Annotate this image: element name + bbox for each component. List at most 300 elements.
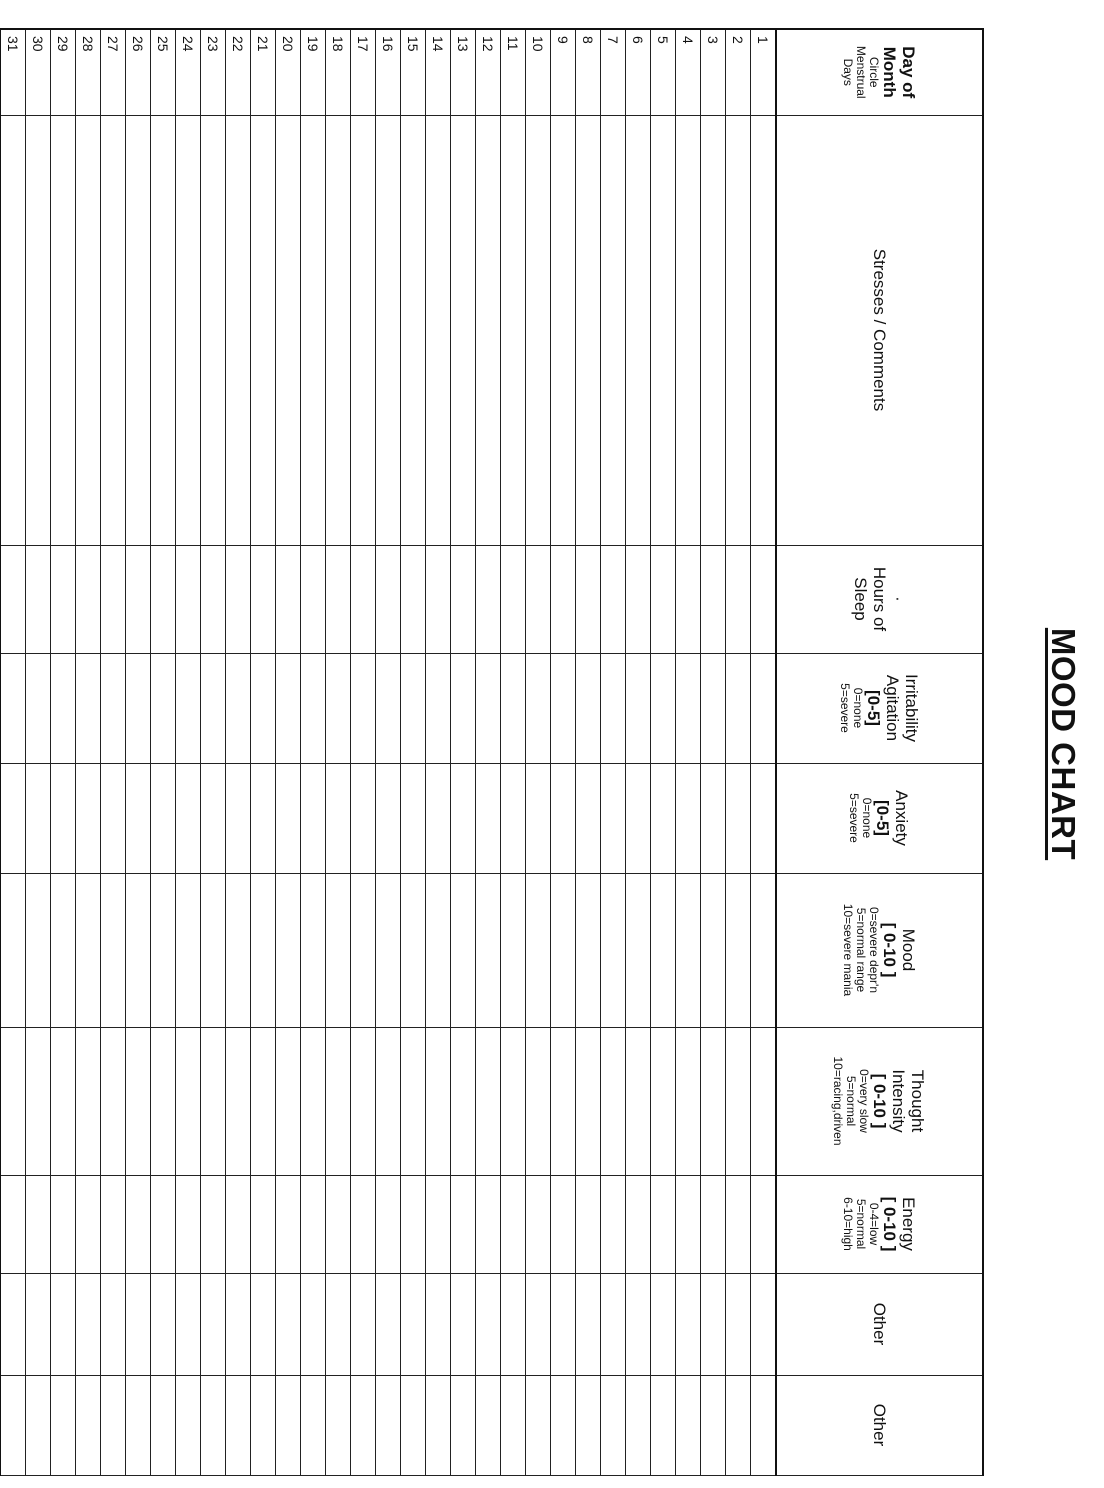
stresses-cell[interactable] xyxy=(26,115,51,545)
anxiety-cell[interactable] xyxy=(176,763,201,873)
other2-cell[interactable] xyxy=(51,1375,76,1475)
mood-cell[interactable] xyxy=(51,873,76,1027)
energy-cell[interactable] xyxy=(276,1175,301,1273)
other2-cell[interactable] xyxy=(226,1375,251,1475)
day-row xyxy=(401,29,426,1475)
energy-cell[interactable] xyxy=(451,1175,476,1273)
energy-cell[interactable] xyxy=(326,1175,351,1273)
mood-cell[interactable] xyxy=(151,873,176,1027)
stresses-cell[interactable] xyxy=(301,115,326,545)
energy-cell[interactable] xyxy=(126,1175,151,1273)
mood-cell[interactable] xyxy=(676,873,701,1027)
day-row xyxy=(576,29,601,1475)
thought-cell[interactable] xyxy=(376,1027,401,1175)
day-row xyxy=(76,29,101,1475)
energy-cell[interactable] xyxy=(576,1175,601,1273)
thought-cell[interactable] xyxy=(526,1027,551,1175)
mood-cell[interactable] xyxy=(201,873,226,1027)
thought-cell[interactable] xyxy=(76,1027,101,1175)
thought-cell[interactable] xyxy=(626,1027,651,1175)
sleep-cell[interactable] xyxy=(76,545,101,653)
energy-cell[interactable] xyxy=(226,1175,251,1273)
sleep-cell[interactable] xyxy=(126,545,151,653)
other2-cell[interactable] xyxy=(451,1375,476,1475)
irritability-cell[interactable] xyxy=(751,653,777,763)
anxiety-cell[interactable] xyxy=(101,763,126,873)
mood-cell[interactable] xyxy=(601,873,626,1027)
anxiety-cell[interactable] xyxy=(726,763,751,873)
anxiety-cell[interactable] xyxy=(376,763,401,873)
sleep-cell[interactable] xyxy=(351,545,376,653)
mood-cell[interactable] xyxy=(651,873,676,1027)
irritability-cell[interactable] xyxy=(451,653,476,763)
thought-cell[interactable] xyxy=(426,1027,451,1175)
sleep-cell[interactable] xyxy=(451,545,476,653)
thought-cell[interactable] xyxy=(126,1027,151,1175)
sleep-cell[interactable] xyxy=(576,545,601,653)
irritability-cell[interactable] xyxy=(351,653,376,763)
other1-cell[interactable] xyxy=(251,1273,276,1375)
energy-cell[interactable] xyxy=(376,1175,401,1273)
mood-cell[interactable] xyxy=(76,873,101,1027)
sleep-cell[interactable] xyxy=(176,545,201,653)
anxiety-cell[interactable] xyxy=(401,763,426,873)
energy-cell[interactable] xyxy=(476,1175,501,1273)
other2-cell[interactable] xyxy=(651,1375,676,1475)
other2-cell[interactable] xyxy=(101,1375,126,1475)
other1-cell[interactable] xyxy=(301,1273,326,1375)
mood-cell[interactable] xyxy=(376,873,401,1027)
mood-cell[interactable] xyxy=(126,873,151,1027)
energy-cell[interactable] xyxy=(251,1175,276,1273)
other1-cell[interactable] xyxy=(126,1273,151,1375)
energy-cell[interactable] xyxy=(701,1175,726,1273)
other1-cell[interactable] xyxy=(151,1273,176,1375)
other1-cell[interactable] xyxy=(526,1273,551,1375)
thought-cell[interactable] xyxy=(601,1027,626,1175)
irritability-cell[interactable] xyxy=(26,653,51,763)
anxiety-cell[interactable] xyxy=(326,763,351,873)
anxiety-cell[interactable] xyxy=(701,763,726,873)
anxiety-cell[interactable] xyxy=(276,763,301,873)
thought-cell[interactable] xyxy=(301,1027,326,1175)
mood-cell[interactable] xyxy=(326,873,351,1027)
other1-cell[interactable] xyxy=(326,1273,351,1375)
other1-cell[interactable] xyxy=(601,1273,626,1375)
stresses-cell[interactable] xyxy=(651,115,676,545)
mood-cell[interactable] xyxy=(626,873,651,1027)
energy-cell[interactable] xyxy=(201,1175,226,1273)
irritability-cell[interactable] xyxy=(151,653,176,763)
anxiety-cell[interactable] xyxy=(351,763,376,873)
stresses-cell[interactable] xyxy=(351,115,376,545)
stresses-cell[interactable] xyxy=(426,115,451,545)
mood-cell[interactable] xyxy=(726,873,751,1027)
other2-cell[interactable] xyxy=(576,1375,601,1475)
other1-cell[interactable] xyxy=(476,1273,501,1375)
stresses-cell[interactable] xyxy=(376,115,401,545)
other1-cell[interactable] xyxy=(576,1273,601,1375)
thought-cell[interactable] xyxy=(751,1027,777,1175)
sleep-cell[interactable] xyxy=(51,545,76,653)
other1-cell[interactable] xyxy=(726,1273,751,1375)
sleep-cell[interactable] xyxy=(101,545,126,653)
energy-cell[interactable] xyxy=(101,1175,126,1273)
mood-cell[interactable] xyxy=(751,873,777,1027)
anxiety-cell[interactable] xyxy=(501,763,526,873)
other1-cell[interactable] xyxy=(426,1273,451,1375)
thought-intensity-header xyxy=(776,1027,983,1175)
day-number: 23 xyxy=(201,29,226,115)
anxiety-cell[interactable] xyxy=(551,763,576,873)
stresses-cell[interactable] xyxy=(101,115,126,545)
irritability-cell[interactable] xyxy=(51,653,76,763)
stresses-cell[interactable] xyxy=(276,115,301,545)
sleep-cell[interactable] xyxy=(651,545,676,653)
other1-cell[interactable] xyxy=(0,1273,26,1375)
thought-cell[interactable] xyxy=(276,1027,301,1175)
other2-cell[interactable] xyxy=(126,1375,151,1475)
sleep-cell[interactable] xyxy=(326,545,351,653)
other1-cell[interactable] xyxy=(226,1273,251,1375)
other2-cell[interactable] xyxy=(276,1375,301,1475)
stresses-cell[interactable] xyxy=(51,115,76,545)
other2-cell[interactable] xyxy=(201,1375,226,1475)
stresses-cell[interactable] xyxy=(551,115,576,545)
other2-cell[interactable] xyxy=(751,1375,777,1475)
irritability-cell[interactable] xyxy=(126,653,151,763)
stresses-cell[interactable] xyxy=(626,115,651,545)
sleep-cell[interactable] xyxy=(726,545,751,653)
sleep-cell[interactable] xyxy=(301,545,326,653)
other1-cell[interactable] xyxy=(201,1273,226,1375)
other1-cell[interactable] xyxy=(451,1273,476,1375)
anxiety-cell[interactable] xyxy=(226,763,251,873)
other1-cell[interactable] xyxy=(376,1273,401,1375)
thought-cell[interactable] xyxy=(576,1027,601,1175)
mood-cell[interactable] xyxy=(451,873,476,1027)
sleep-header-line2: Sleep xyxy=(851,577,870,621)
thought-cell[interactable] xyxy=(201,1027,226,1175)
irritability-cell[interactable] xyxy=(701,653,726,763)
energy-cell[interactable] xyxy=(626,1175,651,1273)
sleep-cell[interactable] xyxy=(426,545,451,653)
other2-cell[interactable] xyxy=(701,1375,726,1475)
stresses-cell[interactable] xyxy=(176,115,201,545)
anxiety-cell[interactable] xyxy=(676,763,701,873)
other1-cell[interactable] xyxy=(501,1273,526,1375)
irritability-cell[interactable] xyxy=(176,653,201,763)
stresses-cell[interactable] xyxy=(701,115,726,545)
other1-cell[interactable] xyxy=(76,1273,101,1375)
day-row xyxy=(651,29,676,1475)
irritability-cell[interactable] xyxy=(0,653,26,763)
thought-cell[interactable] xyxy=(401,1027,426,1175)
sleep-cell[interactable] xyxy=(626,545,651,653)
sleep-cell[interactable] xyxy=(251,545,276,653)
irritability-cell[interactable] xyxy=(651,653,676,763)
thought-cell[interactable] xyxy=(651,1027,676,1175)
anxiety-cell[interactable] xyxy=(126,763,151,873)
mood-cell[interactable] xyxy=(576,873,601,1027)
stresses-cell[interactable] xyxy=(226,115,251,545)
other2-cell[interactable] xyxy=(251,1375,276,1475)
other2-cell[interactable] xyxy=(401,1375,426,1475)
irritability-cell[interactable] xyxy=(426,653,451,763)
mood-cell[interactable] xyxy=(176,873,201,1027)
anxiety-cell[interactable] xyxy=(201,763,226,873)
other2-cell[interactable] xyxy=(176,1375,201,1475)
thought-header-scale3: 10=racing,driven xyxy=(831,1056,846,1146)
day-number: 15 xyxy=(401,29,426,115)
sleep-cell[interactable] xyxy=(151,545,176,653)
irritability-cell[interactable] xyxy=(526,653,551,763)
anxiety-cell[interactable] xyxy=(301,763,326,873)
stresses-cell[interactable] xyxy=(601,115,626,545)
day-of-month-header xyxy=(776,29,983,115)
thought-cell[interactable] xyxy=(451,1027,476,1175)
stresses-cell[interactable] xyxy=(676,115,701,545)
irritability-cell[interactable] xyxy=(76,653,101,763)
other2-cell[interactable] xyxy=(626,1375,651,1475)
thought-cell[interactable] xyxy=(26,1027,51,1175)
mood-cell[interactable] xyxy=(101,873,126,1027)
sleep-cell[interactable] xyxy=(376,545,401,653)
anxiety-cell[interactable] xyxy=(601,763,626,873)
irritability-cell[interactable] xyxy=(376,653,401,763)
other2-cell[interactable] xyxy=(76,1375,101,1475)
day-row xyxy=(226,29,251,1475)
stresses-cell[interactable] xyxy=(726,115,751,545)
anxiety-cell[interactable] xyxy=(651,763,676,873)
thought-cell[interactable] xyxy=(676,1027,701,1175)
energy-cell[interactable] xyxy=(726,1175,751,1273)
sleep-cell[interactable] xyxy=(476,545,501,653)
thought-cell[interactable] xyxy=(726,1027,751,1175)
irritability-cell[interactable] xyxy=(226,653,251,763)
irritability-cell[interactable] xyxy=(551,653,576,763)
energy-cell[interactable] xyxy=(551,1175,576,1273)
other2-cell[interactable] xyxy=(376,1375,401,1475)
anxiety-cell[interactable] xyxy=(76,763,101,873)
anxiety-cell[interactable] xyxy=(151,763,176,873)
other2-cell[interactable] xyxy=(676,1375,701,1475)
stresses-cell[interactable] xyxy=(0,115,26,545)
energy-cell[interactable] xyxy=(301,1175,326,1273)
other2-cell[interactable] xyxy=(151,1375,176,1475)
other1-cell[interactable] xyxy=(626,1273,651,1375)
thought-cell[interactable] xyxy=(476,1027,501,1175)
energy-header-scale3: 6-10=high xyxy=(841,1197,855,1251)
mood-cell[interactable] xyxy=(301,873,326,1027)
thought-cell[interactable] xyxy=(251,1027,276,1175)
mood-cell[interactable] xyxy=(351,873,376,1027)
stresses-cell[interactable] xyxy=(501,115,526,545)
other1-cell[interactable] xyxy=(401,1273,426,1375)
sleep-cell[interactable] xyxy=(401,545,426,653)
other1-cell[interactable] xyxy=(351,1273,376,1375)
other2-cell[interactable] xyxy=(26,1375,51,1475)
sleep-cell[interactable] xyxy=(526,545,551,653)
irritability-cell[interactable] xyxy=(201,653,226,763)
sleep-cell[interactable] xyxy=(201,545,226,653)
mood-cell[interactable] xyxy=(701,873,726,1027)
irritability-cell[interactable] xyxy=(326,653,351,763)
other2-cell[interactable] xyxy=(726,1375,751,1475)
energy-cell[interactable] xyxy=(751,1175,777,1273)
thought-cell[interactable] xyxy=(226,1027,251,1175)
anxiety-cell[interactable] xyxy=(426,763,451,873)
irritability-cell[interactable] xyxy=(726,653,751,763)
other2-cell[interactable] xyxy=(601,1375,626,1475)
energy-cell[interactable] xyxy=(51,1175,76,1273)
thought-cell[interactable] xyxy=(101,1027,126,1175)
energy-cell[interactable] xyxy=(351,1175,376,1273)
mood-cell[interactable] xyxy=(501,873,526,1027)
anxiety-cell[interactable] xyxy=(576,763,601,873)
energy-cell[interactable] xyxy=(501,1175,526,1273)
mood-cell[interactable] xyxy=(26,873,51,1027)
irritability-cell[interactable] xyxy=(401,653,426,763)
mood-cell[interactable] xyxy=(426,873,451,1027)
sleep-cell[interactable] xyxy=(26,545,51,653)
other1-cell[interactable] xyxy=(551,1273,576,1375)
irritability-cell[interactable] xyxy=(601,653,626,763)
mood-cell[interactable] xyxy=(476,873,501,1027)
sleep-cell[interactable] xyxy=(226,545,251,653)
energy-cell[interactable] xyxy=(0,1175,26,1273)
other1-cell[interactable] xyxy=(651,1273,676,1375)
other2-cell[interactable] xyxy=(351,1375,376,1475)
stresses-cell[interactable] xyxy=(76,115,101,545)
stresses-cell[interactable] xyxy=(526,115,551,545)
sleep-cell[interactable] xyxy=(676,545,701,653)
energy-cell[interactable] xyxy=(601,1175,626,1273)
stresses-cell[interactable] xyxy=(326,115,351,545)
other1-cell[interactable] xyxy=(701,1273,726,1375)
energy-cell[interactable] xyxy=(176,1175,201,1273)
day-number: 1 xyxy=(751,29,777,115)
thought-cell[interactable] xyxy=(151,1027,176,1175)
other2-cell[interactable] xyxy=(526,1375,551,1475)
stresses-cell[interactable] xyxy=(201,115,226,545)
irritability-cell[interactable] xyxy=(301,653,326,763)
sleep-cell[interactable] xyxy=(601,545,626,653)
anxiety-cell[interactable] xyxy=(26,763,51,873)
mood-cell[interactable] xyxy=(276,873,301,1027)
day-number: 20 xyxy=(276,29,301,115)
mood-cell[interactable] xyxy=(526,873,551,1027)
sleep-cell[interactable] xyxy=(501,545,526,653)
day-row xyxy=(626,29,651,1475)
anxiety-cell[interactable] xyxy=(476,763,501,873)
stresses-cell[interactable] xyxy=(151,115,176,545)
stresses-cell[interactable] xyxy=(576,115,601,545)
other2-cell[interactable] xyxy=(426,1375,451,1475)
thought-cell[interactable] xyxy=(326,1027,351,1175)
irritability-cell[interactable] xyxy=(251,653,276,763)
anxiety-cell[interactable] xyxy=(51,763,76,873)
anxiety-cell[interactable] xyxy=(526,763,551,873)
day-rows xyxy=(0,29,776,1475)
other1-cell[interactable] xyxy=(276,1273,301,1375)
thought-cell[interactable] xyxy=(0,1027,26,1175)
energy-cell[interactable] xyxy=(526,1175,551,1273)
other2-cell[interactable] xyxy=(476,1375,501,1475)
stresses-cell[interactable] xyxy=(401,115,426,545)
other2-cell[interactable] xyxy=(551,1375,576,1475)
mood-cell[interactable] xyxy=(0,873,26,1027)
energy-cell[interactable] xyxy=(651,1175,676,1273)
sleep-cell[interactable] xyxy=(751,545,777,653)
anxiety-cell[interactable] xyxy=(751,763,777,873)
anxiety-cell[interactable] xyxy=(626,763,651,873)
other1-cell[interactable] xyxy=(676,1273,701,1375)
thought-cell[interactable] xyxy=(701,1027,726,1175)
sleep-cell[interactable] xyxy=(0,545,26,653)
thought-cell[interactable] xyxy=(51,1027,76,1175)
day-number: 21 xyxy=(251,29,276,115)
stresses-cell[interactable] xyxy=(476,115,501,545)
sleep-cell[interactable] xyxy=(701,545,726,653)
stresses-cell[interactable] xyxy=(251,115,276,545)
anxiety-cell[interactable] xyxy=(0,763,26,873)
other1-cell[interactable] xyxy=(751,1273,777,1375)
other1-cell[interactable] xyxy=(101,1273,126,1375)
other2-cell[interactable] xyxy=(501,1375,526,1475)
energy-cell[interactable] xyxy=(676,1175,701,1273)
irritability-cell[interactable] xyxy=(501,653,526,763)
irritability-cell[interactable] xyxy=(276,653,301,763)
thought-cell[interactable] xyxy=(351,1027,376,1175)
mood-cell[interactable] xyxy=(226,873,251,1027)
other2-cell[interactable] xyxy=(326,1375,351,1475)
thought-cell[interactable] xyxy=(501,1027,526,1175)
stresses-cell[interactable] xyxy=(751,115,777,545)
other1-cell[interactable] xyxy=(51,1273,76,1375)
other2-cell[interactable] xyxy=(0,1375,26,1475)
anxiety-cell[interactable] xyxy=(451,763,476,873)
sleep-cell[interactable] xyxy=(276,545,301,653)
other1-header-label: Other xyxy=(870,1302,889,1346)
irritability-cell[interactable] xyxy=(676,653,701,763)
anxiety-header-scale2: 5=severe xyxy=(847,793,862,843)
mood-cell[interactable] xyxy=(551,873,576,1027)
energy-cell[interactable] xyxy=(151,1175,176,1273)
irritability-cell[interactable] xyxy=(626,653,651,763)
other1-cell[interactable] xyxy=(26,1273,51,1375)
anxiety-cell[interactable] xyxy=(251,763,276,873)
day-number: 25 xyxy=(151,29,176,115)
thought-cell[interactable] xyxy=(176,1027,201,1175)
day-row xyxy=(476,29,501,1475)
other1-cell[interactable] xyxy=(176,1273,201,1375)
irritability-cell[interactable] xyxy=(101,653,126,763)
energy-cell[interactable] xyxy=(426,1175,451,1273)
stresses-cell[interactable] xyxy=(451,115,476,545)
irritability-cell[interactable] xyxy=(476,653,501,763)
energy-cell[interactable] xyxy=(76,1175,101,1273)
stresses-cell[interactable] xyxy=(126,115,151,545)
thought-cell[interactable] xyxy=(551,1027,576,1175)
mood-cell[interactable] xyxy=(251,873,276,1027)
mood-cell[interactable] xyxy=(401,873,426,1027)
other2-cell[interactable] xyxy=(301,1375,326,1475)
sleep-cell[interactable] xyxy=(551,545,576,653)
energy-cell[interactable] xyxy=(26,1175,51,1273)
energy-cell[interactable] xyxy=(401,1175,426,1273)
irritability-cell[interactable] xyxy=(576,653,601,763)
